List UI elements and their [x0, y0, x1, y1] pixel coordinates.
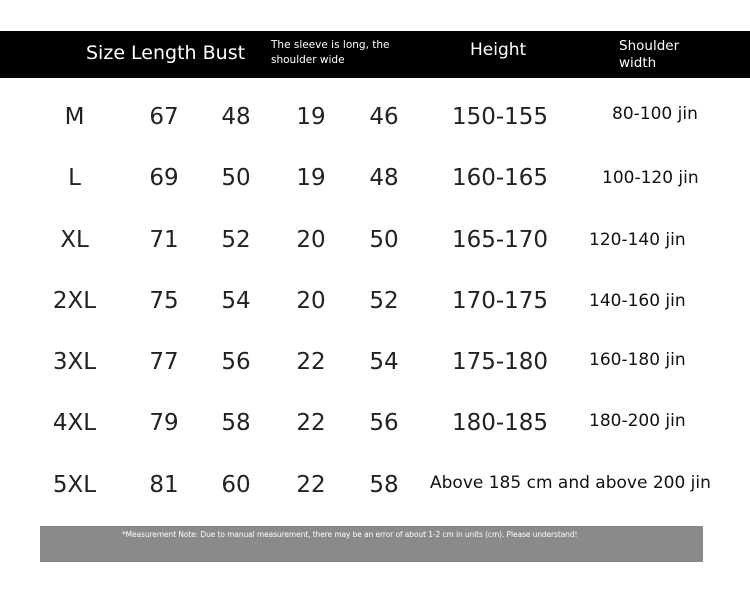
height-cell: 170-175 [451, 288, 549, 314]
shoulder-cell: 48 [369, 165, 399, 191]
length-cell: 69 [149, 165, 179, 191]
height-cell: 150-155 [451, 104, 549, 130]
sleeve-cell: 22 [296, 472, 326, 498]
weight-cell: 180-200 jin [589, 411, 686, 431]
height-weight-cell: Above 185 cm and above 200 jin [430, 473, 711, 493]
bust-cell: 60 [221, 472, 251, 498]
shoulder-cell: 52 [369, 288, 399, 314]
table-row [0, 97, 750, 137]
header-size-length-bust: Size Length Bust [86, 42, 246, 64]
weight-cell: 140-160 jin [589, 291, 686, 311]
weight-cell: 120-140 jin [589, 230, 686, 250]
height-cell: 160-165 [451, 165, 549, 191]
size-cell: 4XL [52, 410, 97, 436]
size-cell: XL [60, 227, 89, 253]
bust-cell: 58 [221, 410, 251, 436]
bust-cell: 56 [221, 349, 251, 375]
sleeve-cell: 22 [296, 410, 326, 436]
shoulder-cell: 50 [369, 227, 399, 253]
measurement-note-bar [40, 526, 703, 562]
bust-cell: 54 [221, 288, 251, 314]
shoulder-cell: 54 [369, 349, 399, 375]
length-cell: 81 [149, 472, 179, 498]
measurement-note: *Measurement Note: Due to manual measurement, there may be an error of about 1-2 cm in units (cm). Please understand! [122, 530, 578, 539]
shoulder-cell: 56 [369, 410, 399, 436]
sleeve-cell: 22 [296, 349, 326, 375]
length-cell: 79 [149, 410, 179, 436]
shoulder-cell: 46 [369, 104, 399, 130]
table-row [0, 220, 750, 260]
size-cell: 3XL [52, 349, 97, 375]
bust-cell: 52 [221, 227, 251, 253]
height-cell: 175-180 [451, 349, 549, 375]
size-cell: 2XL [52, 288, 97, 314]
size-cell: L [68, 165, 81, 191]
table-row [0, 342, 750, 382]
length-cell: 75 [149, 288, 179, 314]
weight-cell: 160-180 jin [589, 350, 686, 370]
sleeve-cell: 20 [296, 227, 326, 253]
header-sleeve-shoulder: The sleeve is long, the shoulder wide [271, 39, 390, 66]
table-row [0, 158, 750, 198]
weight-cell: 100-120 jin [602, 168, 699, 188]
sleeve-cell: 20 [296, 288, 326, 314]
header-shoulder-width-label: Shoulder width [619, 38, 680, 71]
height-cell: 180-185 [451, 410, 549, 436]
header-shoulder-width [619, 38, 689, 72]
size-cell: M [64, 104, 85, 130]
table-row [0, 403, 750, 443]
length-cell: 71 [149, 227, 179, 253]
length-cell: 67 [149, 104, 179, 130]
sleeve-cell: 19 [296, 165, 326, 191]
bust-cell: 48 [221, 104, 251, 130]
weight-cell: 80-100 jin [612, 104, 698, 124]
header-height: Height [470, 40, 527, 60]
table-row [0, 281, 750, 321]
table-row [0, 465, 750, 505]
height-cell: 165-170 [451, 227, 549, 253]
bust-cell: 50 [221, 165, 251, 191]
size-chart-header [0, 31, 750, 78]
sleeve-cell: 19 [296, 104, 326, 130]
shoulder-cell: 58 [369, 472, 399, 498]
size-cell: 5XL [52, 472, 97, 498]
length-cell: 77 [149, 349, 179, 375]
